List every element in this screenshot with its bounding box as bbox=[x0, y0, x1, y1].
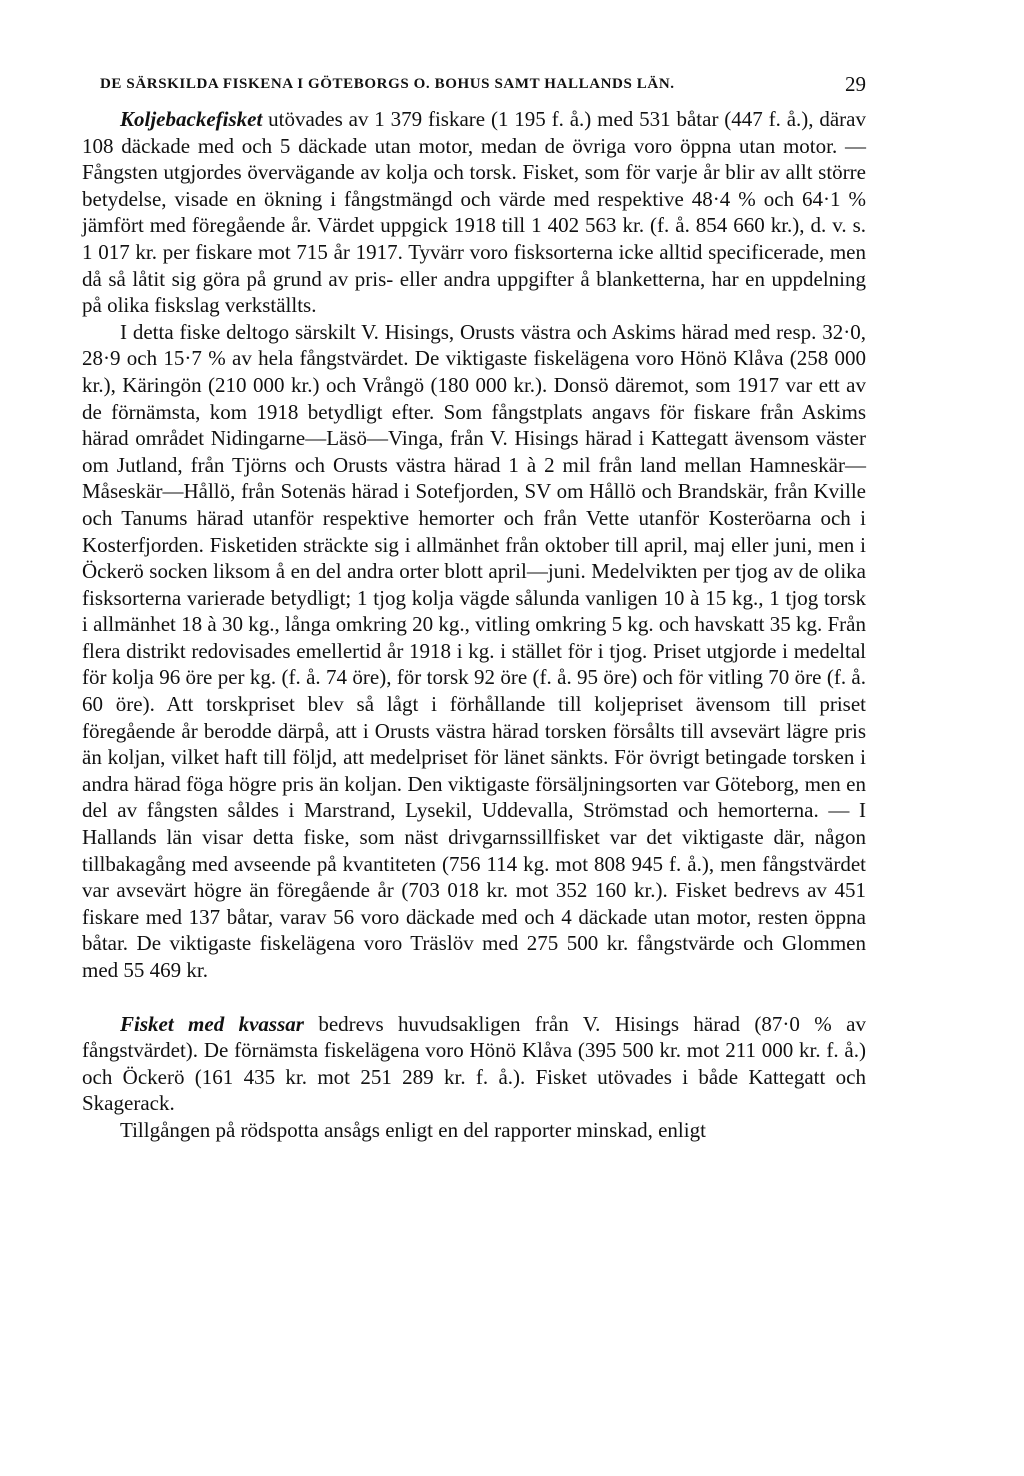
section-lead-kvassar: Fisket med kvassar bbox=[120, 1011, 304, 1036]
running-title: DE SÄRSKILDA FISKENA I GÖTEBORGS O. BOHUS SAMT HALLANDS LÄN. bbox=[100, 76, 675, 92]
book-page bbox=[82, 72, 866, 1144]
paragraph-kvassar bbox=[82, 1011, 866, 1117]
paragraph-text: bedrevs huvudsakligen från V. Hisings härad (87·0 % av fångstvärdet). De förnämsta fiskelägena voro Hönö Klåva (395 500 kr. mot 211 000 kr. f. å.) och Öckerö (161 435 kr. mot 251 289 kr. f. å.). Fisket utövades i både Kattegatt och Skagerack. bbox=[82, 1011, 866, 1116]
page-number: 29 bbox=[845, 72, 866, 96]
section-lead-koljebackefisket: Koljebackefisket bbox=[120, 107, 263, 131]
running-header bbox=[82, 72, 866, 106]
paragraph-districts: I detta fiske deltogo särskilt V. Hisings, Orusts västra och Askims härad med resp. 32·0, 28·9 och 15·7 % av hela fångstvärdet. De viktigaste fiskelägena voro Hönö Klåva (258 000 kr.), Käringön (210 000 kr.) och Vrångö (180 000 kr.). Donsö däremot, som 1917 var ett av de förnämsta, kom 1918 betydligt efter. Som fångstplats angavs för fiskare från Askims härad området Nidingarne—Läsö—Vinga, från V. Hisings härad i Kattegatt ävensom väster om Jutland, från Tjörns och Orusts västra härad 1 à 2 mil från land mellan Hamneskär—Måseskär—Hållö, från Sotenäs härad i Sotefjorden, SV om Hållö och Brandskär, från Kville och Tanums härad utanför respektive hemorter och från Vette utanför Kosteröarna och i Kosterfjorden. Fisketiden sträckte sig i allmänhet från oktober till april, maj eller juni, men i Öckerö socken liksom å en del andra orter blott april—juni. Medelvikten per tjog av de olika fisksorterna varierade betydligt; 1 tjog kolja vägde sålunda vanligen 10 à 15 kg., 1 tjog torsk i allmänhet 18 à 30 kg., långa omkring 20 kg., vitling omkring 5 kg. och havskatt 35 kg. Från flera distrikt redovisades emellertid år 1918 i kg. i stället för i tjog. Priset utgjorde i medeltal för kolja 96 öre per kg. (f. å. 74 öre), för torsk 92 öre (f. å. 95 öre) och för vitling 70 öre (f. å. 60 öre). Att torskpriset blev så lågt i förhållande till koljepriset ävensom till priset föregående år berodde därpå, att i Orusts västra härad torsken försålts till avsevärt lägre pris än koljan, vilket haft till följd, att medelpriset för länet sänkts. För övrigt betingade torsken i andra härad föga högre pris än koljan. Den viktigaste försäljningsorten var Göteborg, men en del av fångsten såldes i Marstrand, Lysekil, Uddevalla, Strömstad och hemorterna. — I Hallands län visar detta fiske, som näst drivgarnssillfisket var det viktigaste där, någon tillbakagång med avseende på kvantiteten (756 114 kg. mot 808 945 f. å.), men fångstvärdet var avsevärt högre än föregående år (703 018 kr. mot 352 160 kr.). Fisket bedrevs av 451 fiskare med 137 båtar, varav 56 voro däckade med och 4 däckade utan motor, resten öppna båtar. De viktigaste fiskelägena voro Träslöv med 275 500 kr. fångstvärde och Glommen med 55 469 kr. bbox=[82, 319, 866, 982]
paragraph-text: utövades av 1 379 fiskare (1 195 f. å.) med 531 båtar (447 f. å.), därav 108 däckade med och 5 däckade utan motor, medan de övriga voro öppna utan motor. — Fångsten utgjordes övervägande av kolja och torsk. Fisket, som för varje år blir av allt större betydelse, visade en ökning i fångstmängd och värde med respektive 48·4 % och 64·1 % jämfört med föregående år. Värdet uppgick 1918 till 1 402 563 kr. (f. å. 854 660 kr.), d. v. s. 1 017 kr. per fiskare mot 715 år 1917. Tyvärr voro fisksorterna icke alltid specificerade, men då så låtit sig göra på grund av pris- eller andra uppgifter å blanketterna, har en uppdelning på olika fiskslag verkställts. bbox=[82, 107, 866, 318]
paragraph-koljebackefisket bbox=[82, 106, 866, 319]
paragraph-rodspotta: Tillgången på rödspotta ansågs enligt en del rapporter minskad, enligt bbox=[120, 1117, 706, 1142]
